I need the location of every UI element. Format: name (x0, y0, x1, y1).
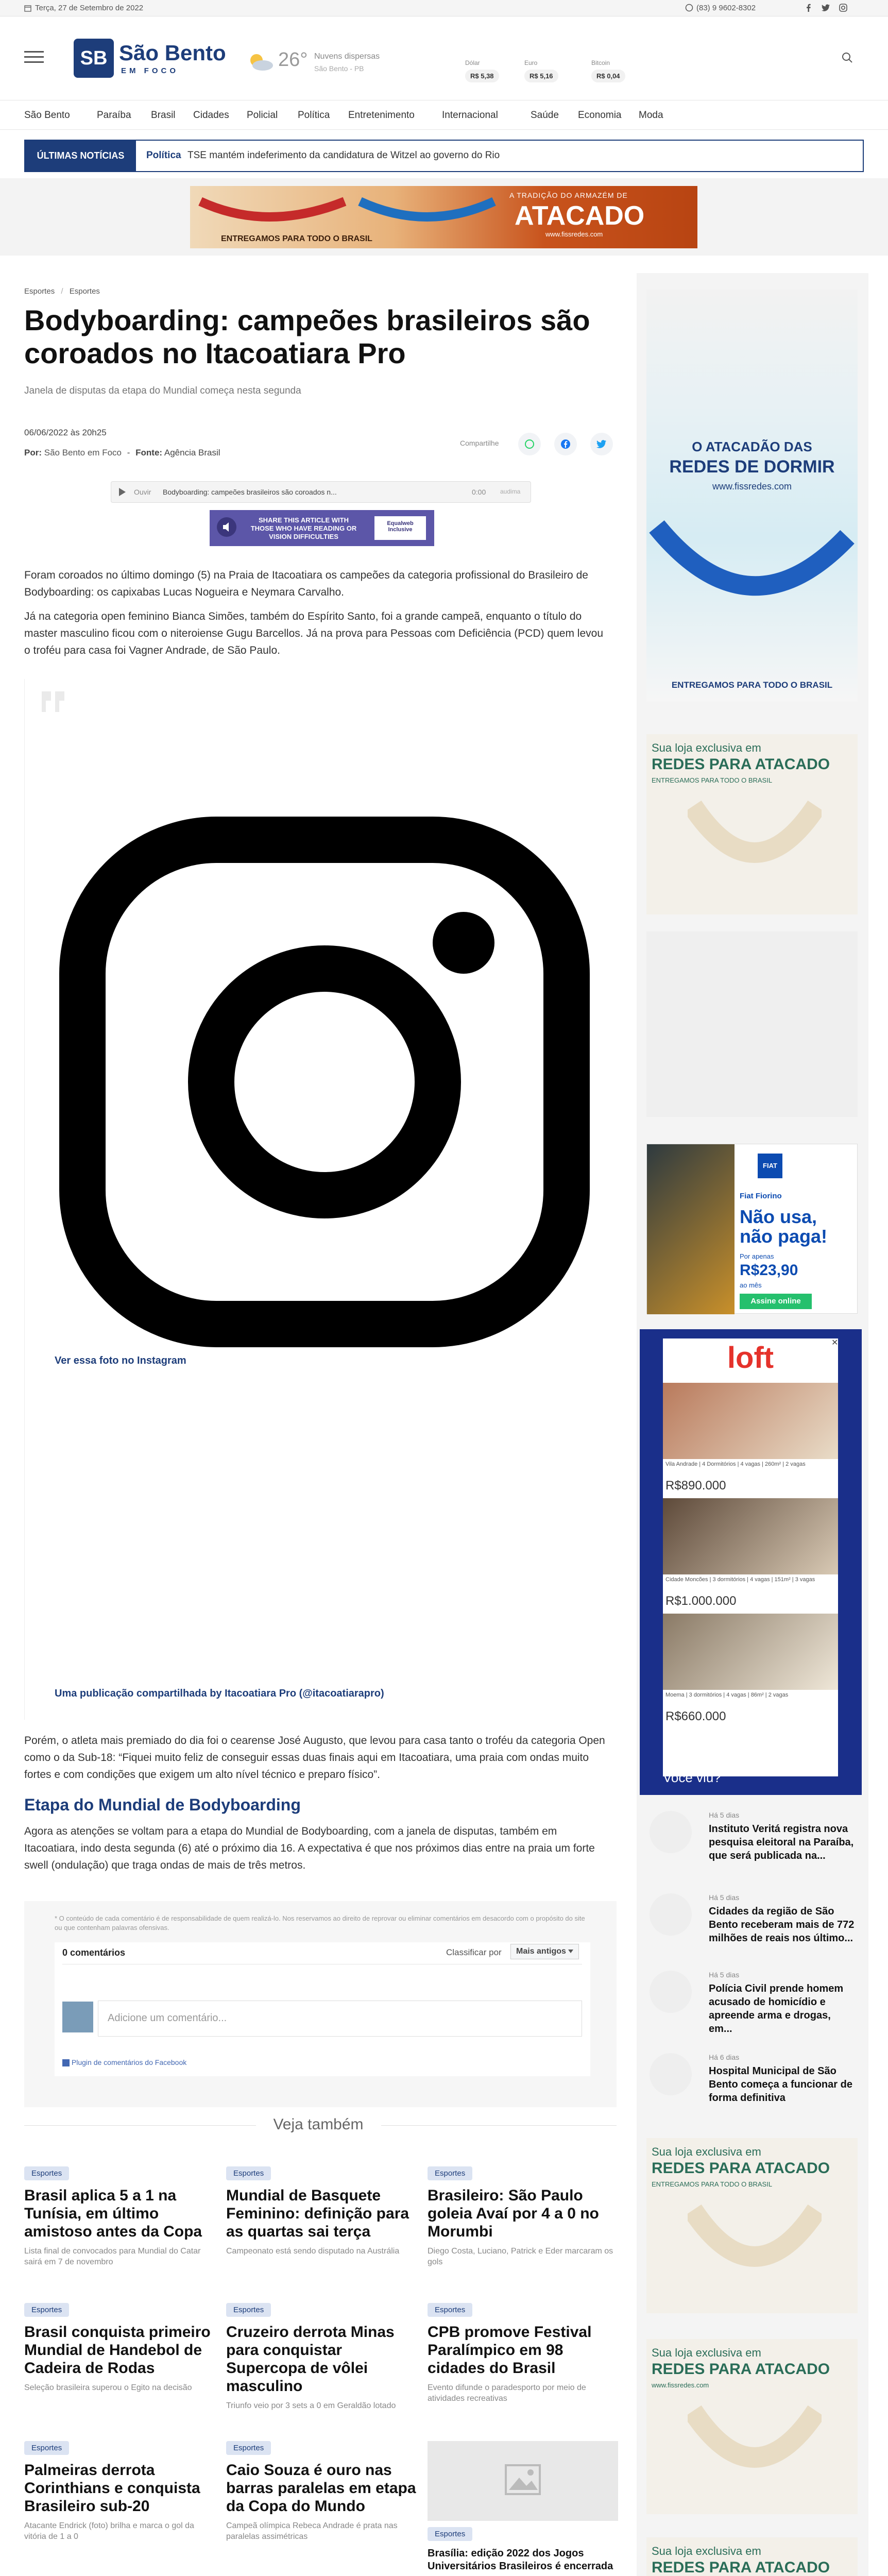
loft-ad[interactable] (640, 1329, 862, 1795)
article-paragraph: Já na categoria open feminino Bianca Simões, também do Espírito Santo, foi a grande campeã, enquanto o título do master masculino ficou com o niteroiense Gugu Barcellos. Já na prova para Pessoas com Deficiência (PCD) quem levou o troféu para casa foi Vagner Andrade, de São Paulo. (24, 611, 604, 656)
sidebar-ad-small[interactable] (646, 2537, 858, 2576)
ad-line2: REDES PARA ATACADO (652, 2559, 830, 2576)
related-card[interactable] (24, 2441, 215, 2542)
play-icon[interactable] (117, 487, 127, 498)
card-title[interactable]: Caio Souza é ouro nas barras paralelas em etapa da Copa do Mundo (226, 2462, 416, 2515)
chevron-down-icon (568, 1950, 573, 1954)
card-title[interactable]: Brasil conquista primeiro Mundial de Handebol de Cadeira de Rodas (24, 2324, 211, 2377)
listing-desc: Moema | 3 dormitórios | 4 vagas | 86m² | 2 vagas (665, 1692, 789, 1698)
banner-line3: ENTREGAMOS PARA TODO O BRASIL (221, 234, 372, 243)
quote-label: Dólar (465, 59, 480, 66)
card-tag[interactable]: Esportes (226, 2166, 271, 2180)
instagram-icon[interactable] (839, 3, 847, 12)
article-title: Bodyboarding: campeões brasileiros são coroados no Itacoatiara Pro (24, 304, 590, 369)
related-card[interactable] (24, 2303, 215, 2393)
related-card[interactable] (226, 2303, 417, 2411)
card-desc: Triunfo veio por 3 sets a 0 em Geraldão lotado (226, 2401, 396, 2410)
comment-placeholder: Adicione um comentário... (108, 2012, 227, 2024)
loft-cta[interactable]: Você viu? (663, 1770, 721, 1785)
card-desc: Evento difunde o paradesporto por meio de atividades recreativas (428, 2383, 586, 2403)
site-logo[interactable] (74, 35, 228, 82)
ad-line3: ENTREGAMOS PARA TODO O BRASIL (671, 680, 833, 690)
nav-item-moda[interactable]: Moda (639, 110, 663, 121)
ad-line1: O ATACADÃO DAS (692, 439, 812, 454)
news-title[interactable]: Hospital Municipal de São Bento começa a funcionar de forma definitiva (709, 2065, 852, 2104)
nav-item-economia[interactable]: Economia (578, 110, 622, 121)
sort-select[interactable] (510, 1944, 579, 1959)
loft-logo: loft (727, 1341, 774, 1375)
nav-item-saude[interactable]: Saúde (531, 110, 559, 121)
nav-item-brasil[interactable]: Brasil (151, 110, 176, 121)
card-desc: Campeã olímpica Rebeca Andrade é prata nas paralelas assimétricas (226, 2521, 398, 2541)
nav-item-policial[interactable]: Policial (247, 110, 278, 121)
banner-site: www.fissredes.com (545, 230, 603, 238)
weather-city: São Bento - PB (314, 64, 364, 73)
article-date: 06/06/2022 às 20h25 (24, 428, 107, 437)
nav-item-internacional[interactable]: Internacional (442, 110, 498, 121)
facebook-plugin-link[interactable] (62, 2058, 186, 2066)
source-label: Fonte: (135, 448, 163, 457)
breaking-label: ÚLTIMAS NOTÍCIAS (25, 141, 136, 171)
accessibility-brand: Equalweb Inclusive (374, 516, 426, 540)
instagram-caption-link[interactable]: Uma publicação compartilhada by Itacoatiara Pro (@itacoatiarapro) (55, 1688, 384, 1699)
article-subtitle: Janela de disputas da etapa do Mundial começa nesta segunda (24, 385, 301, 396)
news-title[interactable]: Instituto Veritá registra nova pesquisa eleitoral na Paraíba, que será publicada na... (709, 1823, 854, 1861)
ad-line2: REDES PARA ATACADO (652, 2361, 830, 2378)
related-card[interactable] (226, 2441, 417, 2542)
divider (381, 2125, 617, 2126)
card-tag[interactable]: Esportes (226, 2303, 271, 2317)
instagram-embed[interactable] (24, 679, 611, 1720)
nav-item-paraiba[interactable]: Paraíba (97, 110, 131, 121)
card-desc: Campeonato está sendo disputado na Austrália (226, 2247, 400, 2256)
article-paragraph: Foram coroados no último domingo (5) na Praia de Itacoatiara os campeões da categoria profissional do Brasileiro de Bodyboarding: os capixabas Lucas Nogueira e Neymara Carvalho. (24, 569, 588, 598)
ad-line1: Sua loja exclusiva em (652, 2145, 761, 2158)
news-thumb (650, 1893, 692, 1936)
article-paragraph: Porém, o atleta mais premiado do dia foi o cearense José Augusto, que levou para casa tanto o troféu da categoria Open como o da Sub-18: “Fiquei muito feliz de conseguir essas duas finais aqui em Itacoatiara, uma praia com ondas muito fortes e com condições que exigem um alto nível técnico e preparo físico”. (24, 1735, 605, 1781)
card-tag[interactable]: Esportes (24, 2166, 69, 2180)
sort-label: Classificar por (446, 1947, 502, 1957)
whatsapp-icon (524, 439, 535, 449)
accessibility-banner[interactable] (210, 510, 434, 546)
quote-label: Bitcoin (591, 59, 610, 66)
listing-photo[interactable] (663, 1498, 838, 1574)
quote-dollar (465, 59, 499, 82)
card-tag[interactable]: Esportes (428, 2166, 472, 2180)
comment-input[interactable] (98, 2001, 582, 2037)
audio-player (111, 481, 531, 503)
top-bar (0, 0, 888, 16)
menu-icon[interactable] (24, 51, 44, 66)
related-card[interactable] (24, 2166, 215, 2267)
banner-line2: ATACADO (515, 201, 645, 231)
listing-price: R$890.000 (665, 1479, 726, 1493)
view-on-instagram-link[interactable]: Ver essa foto no Instagram (55, 1355, 186, 1366)
card-title[interactable]: Palmeiras derrota Corinthians e conquista Brasileiro sub-20 (24, 2462, 200, 2515)
card-title[interactable]: Brasília: edição 2022 dos Jogos Universitários Brasileiros é encerrada (428, 2548, 613, 2572)
article-subheading: Etapa do Mundial de Bodyboarding (24, 1795, 301, 1814)
speaker-icon (217, 517, 236, 537)
listing-photo[interactable] (663, 1614, 838, 1690)
quote-mark-icon (38, 686, 69, 717)
cloud-icon (246, 51, 275, 74)
share-label: Compartilhe (460, 439, 499, 447)
sidebar-ad-small[interactable] (646, 2138, 858, 2313)
listing-photo[interactable] (663, 1383, 838, 1459)
close-icon[interactable]: ✕ (831, 1338, 839, 1347)
ad-line1: Sua loja exclusiva em (652, 2346, 761, 2359)
facebook-icon (560, 439, 571, 449)
listing-price: R$660.000 (665, 1709, 726, 1723)
main-navigation (0, 100, 888, 130)
news-thumb (650, 1971, 692, 2013)
ad-line1: Sua loja exclusiva em (652, 2545, 761, 2557)
listing-desc: Vila Andrade | 4 Dormitórios | 4 vagas | 260m² | 2 vagas (665, 1461, 806, 1467)
white-hammock-illustration (688, 2200, 822, 2303)
site-header (0, 17, 888, 99)
promo-period: ao mês (740, 1281, 762, 1289)
listing-desc: Cidade Moncões | 3 dormitórios | 4 vagas | 151m² | 3 vagas (665, 1577, 815, 1583)
avatar (62, 2002, 93, 2032)
news-thumb (650, 1811, 692, 1853)
breadcrumb-item[interactable]: Esportes (24, 287, 55, 296)
nav-item-entretenimento[interactable]: Entretenimento (348, 110, 415, 121)
promo-cta-button[interactable]: Assine online (740, 1294, 812, 1309)
byline-label: Por: (24, 448, 42, 457)
weather-temp: 26° (278, 49, 308, 71)
card-tag[interactable]: Esportes (24, 2441, 69, 2455)
card-desc: Seleção brasileira superou o Egito na decisão (24, 2383, 192, 2392)
related-card[interactable] (428, 2166, 618, 2267)
breaking-headline[interactable]: TSE mantém indeferimento da candidatura de Witzel ao governo do Rio (187, 150, 500, 161)
white-hammock-illustration (688, 796, 822, 899)
promo-shop: Fiat Fiorino (740, 1192, 782, 1200)
card-title[interactable]: Brasileiro: São Paulo goleia Avaí por 4 a 0 no Morumbi (428, 2187, 599, 2240)
ad-site: www.fissredes.com (652, 2381, 709, 2389)
nav-item-cidades[interactable]: Cidades (193, 110, 229, 121)
news-time: Há 5 dias (709, 1811, 740, 1819)
current-date: Terça, 27 de Setembro de 2022 (35, 4, 144, 12)
share-facebook-button[interactable] (554, 433, 577, 455)
audio-label: Ouvir (134, 488, 151, 496)
breaking-news-ticker (24, 140, 864, 172)
quote-euro (524, 59, 558, 82)
nav-item-politica[interactable]: Política (298, 110, 330, 121)
sidebar-ad-hammock[interactable] (646, 290, 858, 702)
empty-ad-slot (646, 931, 858, 1117)
weather-widget (246, 47, 380, 78)
breadcrumb: Esportes / Esportes (24, 287, 100, 296)
sidebar-ad-small[interactable] (646, 734, 858, 914)
see-also-title: Veja também (273, 2116, 364, 2133)
breaking-category: Política (146, 150, 181, 161)
audio-time: 0:00 (472, 488, 486, 496)
comments-disclaimer: * O conteúdo de cada comentário é de responsabilidade de quem realizá-lo. Nos reservamos ao direito de reprovar ou eliminar comentários em desacordo com o propósito do site ou que contenham palavras ofensivas. (55, 1914, 585, 1931)
card-title[interactable]: CPB promove Festival Paralímpico em 98 cidades do Brasil (428, 2324, 592, 2377)
accessibility-text: SHARE THIS ARTICLE WITH THOSE WHO HAVE READING OR VISION DIFFICULTIES (250, 516, 357, 540)
ad-line2: REDES PARA ATACADO (652, 2160, 830, 2177)
sidebar-ad-fiat[interactable] (646, 1144, 858, 1314)
article-byline: Por: São Bento em Foco - Fonte: Agência Brasil (24, 448, 220, 457)
byline-author[interactable]: São Bento em Foco (44, 448, 122, 457)
facebook-icon (62, 2059, 70, 2066)
sort-value: Mais antigos (516, 1947, 566, 1956)
facebook-icon[interactable] (805, 3, 813, 12)
card-desc: Atacante Endrick (foto) brilha e marca o gol da vitória de 1 a 0 (24, 2521, 194, 2541)
logo-tagline: EM FOCO (121, 66, 179, 75)
news-title[interactable]: Polícia Civil prende homem acusado de homicídio e apreende arma e drogas, em... (709, 1983, 844, 2035)
search-icon[interactable] (842, 52, 853, 66)
news-thumb (650, 2053, 692, 2095)
listing-price: R$1.000.000 (665, 1594, 737, 1608)
logo-mark: SB (74, 39, 114, 78)
twitter-icon[interactable] (822, 3, 830, 12)
news-time: Há 5 dias (709, 1971, 740, 1979)
promo-price-label: Por apenas (740, 1252, 774, 1260)
blue-hammock-illustration (646, 506, 858, 645)
news-time: Há 5 dias (709, 1893, 740, 1902)
card-desc: Lista final de convocados para Mundial do Catar sairá em 7 de novembro (24, 2247, 201, 2266)
quote-value: R$ 5,38 (465, 70, 499, 82)
card-image-placeholder (428, 2441, 618, 2521)
card-title[interactable]: Cruzeiro derrota Minas para conquistar Supercopa de vôlei masculino (226, 2324, 395, 2395)
car-image (647, 1144, 735, 1314)
audio-title: Bodyboarding: campeões brasileiros são coroados n... (163, 488, 337, 496)
related-card[interactable] (428, 2303, 618, 2404)
ad-line3: ENTREGAMOS PARA TODO O BRASIL (652, 2180, 773, 2188)
banner-line1: A TRADIÇÃO DO ARMAZÉM DE (509, 191, 628, 199)
twitter-icon (596, 439, 607, 449)
plugin-label: Plugin de comentários do Facebook (71, 2058, 187, 2066)
weather-desc: Nuvens dispersas (314, 52, 380, 61)
breadcrumb-item[interactable]: Esportes (69, 287, 100, 296)
comments-count: 0 comentários (62, 1947, 126, 1958)
quote-value: R$ 0,04 (591, 70, 625, 82)
source-name: Agência Brasil (164, 448, 220, 457)
related-card[interactable] (226, 2166, 417, 2257)
instagram-logo-icon (57, 814, 592, 1350)
card-desc: Diego Costa, Luciano, Patrick e Eder marcaram os gols (428, 2247, 613, 2266)
share-twitter-button[interactable] (590, 433, 613, 455)
promo-price: R$23,90 (740, 1262, 798, 1279)
ad-line2: REDES DE DORMIR (669, 457, 835, 477)
phone-number[interactable]: (83) 9 9602-8302 (696, 4, 756, 12)
article-paragraph: Agora as atenções se voltam para a etapa do Mundial de Bodyboarding, com a janela de disputas, também em Itacoatiara, indo desta segunda (6) até o próximo dia 16. A expectativa é que nos próximos dias entre na praia um forte swell (ondulação) que traga ondas de mais de três metros. (24, 1825, 595, 1871)
nav-item-sao-bento[interactable]: São Bento (24, 110, 70, 121)
quote-label: Euro (524, 59, 538, 66)
card-tag[interactable]: Esportes (428, 2527, 472, 2541)
share-whatsapp-button[interactable] (518, 433, 541, 455)
quote-value: R$ 5,16 (524, 70, 558, 82)
promo-headline: Não usa, não paga! (740, 1206, 828, 1247)
card-title[interactable]: Mundial de Basquete Feminino: definição para as quartas sai terça (226, 2187, 409, 2240)
card-tag[interactable]: Esportes (226, 2441, 271, 2455)
news-title[interactable]: Cidades da região de São Bento receberam mais de 772 milhões de reais nos último... (709, 1906, 855, 1944)
ad-line3: ENTREGAMOS PARA TODO O BRASIL (652, 776, 773, 784)
ad-line1: Sua loja exclusiva em (652, 741, 761, 754)
ad-line2: REDES PARA ATACADO (652, 756, 830, 773)
card-tag[interactable]: Esportes (24, 2303, 69, 2317)
card-tag[interactable]: Esportes (428, 2303, 472, 2317)
ad-site: www.fissredes.com (712, 481, 792, 492)
sidebar-ad-small[interactable] (646, 2339, 858, 2514)
image-icon (505, 2464, 541, 2495)
top-banner-ad[interactable] (190, 186, 697, 248)
quote-bitcoin (591, 59, 625, 82)
fiat-logo: FIAT (758, 1154, 782, 1178)
card-title[interactable]: Brasil aplica 5 a 1 na Tunísia, em último amistoso antes da Copa (24, 2187, 202, 2240)
related-card[interactable] (428, 2441, 618, 2573)
news-time: Há 6 dias (709, 2053, 740, 2061)
calendar-icon (24, 4, 31, 12)
logo-name: São Bento (119, 41, 226, 65)
audio-brand: audima (500, 488, 521, 495)
whatsapp-icon[interactable] (685, 3, 693, 12)
white-hammock-illustration (688, 2401, 822, 2504)
